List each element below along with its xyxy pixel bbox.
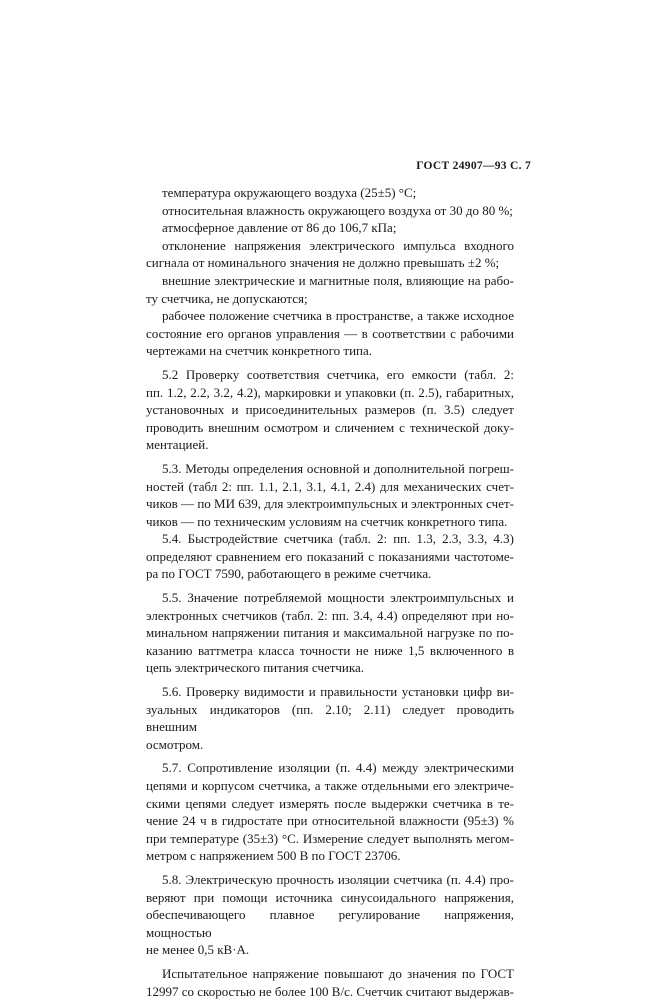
text-line: установочных и присоединительных размеров (п. 3.5) следует [146,402,514,418]
text-line: определяют сравнением его показаний с показаниями частотоме- [146,548,514,564]
text-line: пп. 1.2, 2.2, 3.2, 4.2), маркировки и упаковки (п. 2.5), габаритных, [146,384,514,400]
text-line: отклонение напряжения электрического импульса входного [162,237,514,253]
text-line: цепями и корпусом счетчика, а также отдельными его электриче- [146,778,514,793]
text-line: температура окружающего воздуха (25±5) °С; [162,185,417,200]
text-line: ту счетчика, не допускаются; [146,290,308,306]
paragraph-p4 [146,237,514,272]
text-line: осмотром. [146,736,204,752]
text-line: атмосферное давление от 86 до 106,7 кПа; [162,220,397,236]
text-line: относительная влажность окружающего воздуха от 30 до 80 %; [162,202,513,218]
text-line: 12997 со скоростью не более 100 В/с. Счетчик считают выдержав- [146,983,514,999]
text-line: 5.3. Методы определения основной и дополнительной погреш- [162,460,514,476]
text-line: чиков — по МИ 639, для электроимпульсных и электронных счет- [146,496,514,512]
text-line: 5.2 Проверку соответствия счетчика, его емкости (табл. 2: [162,366,514,382]
text-line: чиков — по техническим условиям на счетчик конкретного типа. [146,513,508,529]
text-line: 5.6. Проверку видимости и правильности установки цифр ви- [162,684,514,700]
paragraph-p6 [146,307,514,360]
text-line: проводить внешним осмотром и сличением с технической доку- [146,419,514,435]
text-line: зуальных индикаторов (пп. 2.10; 2.11) следует проводить внешним [146,701,514,735]
text-line: 5.5. Значение потребляемой мощности электроимпульсных и [162,590,514,606]
text-line: Испытательное напряжение повышают до значения по ГОСТ [162,965,514,981]
paragraph-p13 [146,871,514,959]
paragraph-p1 [146,184,514,202]
text-line: внешние электрические и магнитные поля, влияющие на рабо- [162,272,514,288]
text-line: цепь электрического питания счетчика. [146,660,365,676]
text-line: веряют при помощи источника синусоидального напряжения, [146,889,514,905]
text-line: обеспечивающего плавное регулирование напряжения, мощностью [146,907,514,940]
paragraph-p9 [146,530,514,583]
paragraph-p11 [146,683,514,753]
text-line: не менее 0,5 кВ·А. [146,942,250,958]
text-line: электронных счетчиков (табл. 2: пп. 3.4, 4.4) определяют при но- [146,607,514,623]
text-line: ра по ГОСТ 7590, работающего в режиме счетчика. [146,566,432,582]
paragraph-p12 [146,759,514,865]
text-line: казанию ваттметра класса точности не ниже 1,5 включенного в [146,642,514,658]
page-header: ГОСТ 24907—93 С. 7 [416,160,531,172]
paragraph-p14 [146,965,514,1000]
paragraph-p7 [146,366,514,454]
text-line: состояние его органов управления — в соответствии с рабочими [146,325,514,341]
text-line: скими цепями следует измерять после выдержки счетчика в те- [146,795,514,811]
text-line: 5.4. Быстродействие счетчика (табл. 2: пп. 1.3, 2.3, 3.3, 4.3) [162,531,514,547]
text-line: 5.7. Сопротивление изоляции (п. 4.4) между электрическими [162,760,514,776]
text-line: чертежами на счетчик конкретного типа. [146,343,373,359]
paragraph-p2 [146,202,514,220]
text-line: ментацией. [146,437,209,453]
text-line: ностей (табл 2: пп. 1.1, 2.1, 3.1, 4.1, 2.4) для механических счет- [146,478,514,494]
document-body [146,184,514,1000]
text-line: при температуре (35±3) °С. Измерение следует выполнять мегом- [146,830,514,846]
text-line: чение 24 ч в гидростате при относительной влажности (95±3) % [146,813,514,829]
text-line: рабочее положение счетчика в пространстве, а также исходное [162,308,514,324]
paragraph-p8 [146,460,514,530]
paragraph-p3 [146,219,514,237]
text-line: 5.8. Электрическую прочность изоляции счетчика (п. 4.4) про- [162,871,514,887]
text-line: метром с напряжением 500 В по ГОСТ 23706. [146,848,401,864]
text-line: сигнала от номинального значения не должно превышать ±2 %; [146,255,500,271]
paragraph-p10 [146,589,514,677]
text-line: минальном напряжении питания и максимальной нагрузке по по- [146,625,514,641]
paragraph-p5 [146,272,514,307]
